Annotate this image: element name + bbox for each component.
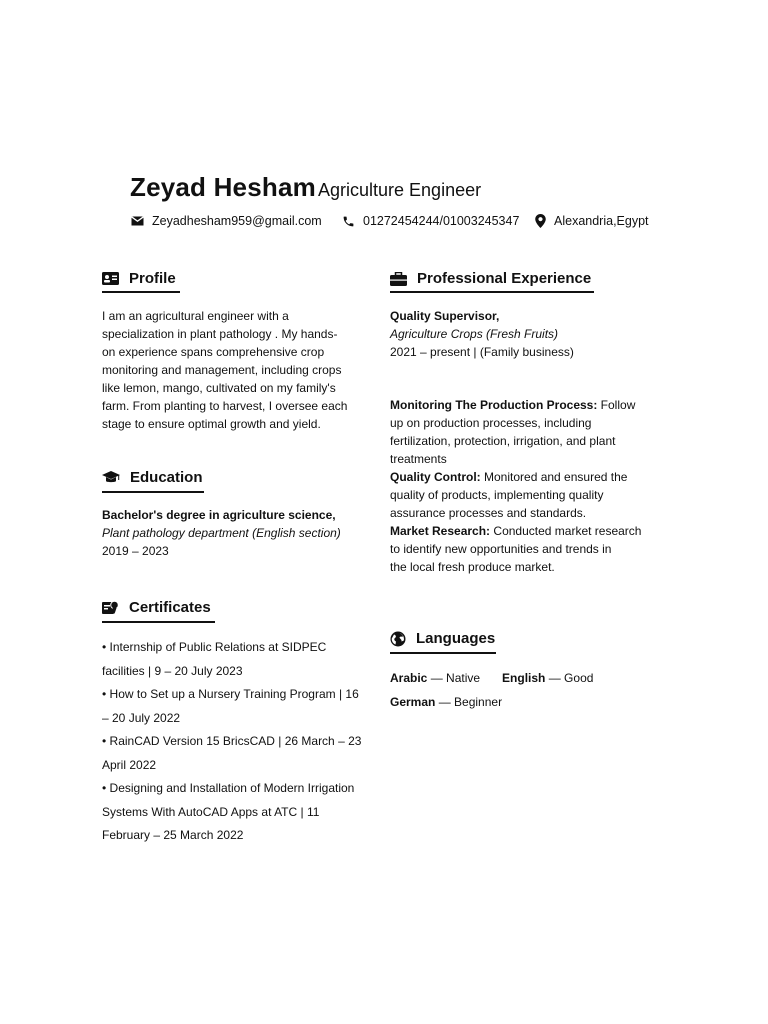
languages-row-2 [390,695,502,709]
education-underline [102,491,204,493]
duty-text: Conducted market research [490,524,642,538]
certificates-title: Certificates [129,599,211,616]
language-item [390,695,502,709]
language-name: Arabic [390,671,428,685]
duty-line: quality of products, implementing quality [390,488,604,502]
duty-line [390,396,660,414]
languages-row-1 [390,671,593,685]
education-heading [102,469,203,486]
certificate-item: • RainCAD Version 15 BricsCAD | 26 March – 23 April 2022 [102,734,362,772]
profile-line: on experience spans comprehensive crop [102,345,325,359]
briefcase-icon [390,272,407,286]
contact-phone[interactable] [342,214,519,228]
job-title: Agriculture Engineer [318,180,482,200]
languages-title: Languages [416,630,496,647]
language-level: — Good [545,671,594,685]
duty-text: Monitored and ensured the [480,470,628,484]
duty-line [390,468,660,486]
profile-line: like lemon, mango, cultivated on my family's [102,381,336,395]
duty-line [390,522,660,540]
map-pin-icon [535,214,546,228]
degree: Bachelor's degree in agriculture science, [102,508,336,522]
experience-title: Professional Experience [417,270,592,287]
graduation-cap-icon [102,471,120,484]
duty-label: Market Research: [390,524,491,538]
company: Agriculture Crops (Fresh Fruits) [390,327,559,341]
certificate-icon [102,600,119,615]
period: 2021 – present | (Family business) [390,345,574,359]
certificate-item: • How to Set up a Nursery Training Program | 16 – 20 July 2022 [102,687,359,725]
profile-heading [102,270,176,287]
language-item [502,671,593,685]
certificate-item: • Designing and Installation of Modern Irrigation Systems With AutoCAD Apps at ATC | 11 February – 25 March 2022 [102,781,355,842]
certificate-item: • Internship of Public Relations at SIDPEC facilities | 9 – 20 July 2023 [102,640,327,678]
experience-duties [390,396,660,576]
languages-underline [390,652,496,654]
duty-label: Monitoring The Production Process: [390,398,598,412]
education-years: 2019 – 2023 [102,544,169,558]
location-text: Alexandria,Egypt [554,214,649,228]
envelope-icon [131,216,144,226]
language-name: English [502,671,546,685]
duty-line: fertilization, protection, irrigation, and plant [390,434,616,448]
education-title: Education [130,469,203,486]
profile-title: Profile [129,270,176,287]
duty-line: up on production processes, including [390,416,592,430]
experience-underline [390,291,594,293]
id-card-icon [102,272,119,285]
duty-line: assurance processes and standards. [390,506,587,520]
education-entry [102,506,372,560]
contact-location [535,214,649,228]
profile-summary [102,307,372,433]
profile-line: farm. From planting to harvest, I oversee each [102,399,348,413]
email-text: Zeyadhesham959@gmail.com [152,214,322,228]
certificates-underline [102,621,215,623]
language-item [390,671,480,685]
globe-icon [390,631,406,647]
profile-line: specialization in plant pathology . My hands- [102,327,338,341]
language-level: — Native [427,671,481,685]
duty-line: treatments [390,452,447,466]
certificates-heading [102,599,211,616]
profile-line: monitoring and management, including crops [102,363,342,377]
duty-label: Quality Control: [390,470,481,484]
duty-text: Follow [597,398,636,412]
languages-heading [390,630,495,647]
experience-heading [390,270,591,287]
position: Quality Supervisor, [390,309,500,323]
department: Plant pathology department (English section) [102,526,341,540]
language-level: — Beginner [435,695,503,709]
profile-line: stage to ensure optimal growth and yield. [102,417,321,431]
contact-email[interactable] [131,214,322,228]
profile-underline [102,291,180,293]
phone-text: 01272454244/01003245347 [363,214,520,228]
experience-entry [390,307,660,361]
candidate-name: Zeyad Hesham [130,172,316,202]
phone-icon [342,215,355,228]
duty-line: the local fresh produce market. [390,560,555,574]
profile-line: I am an agricultural engineer with a [102,309,289,323]
certificates-list [102,636,364,848]
language-name: German [390,695,436,709]
duty-line: to identify new opportunities and trends in [390,542,612,556]
